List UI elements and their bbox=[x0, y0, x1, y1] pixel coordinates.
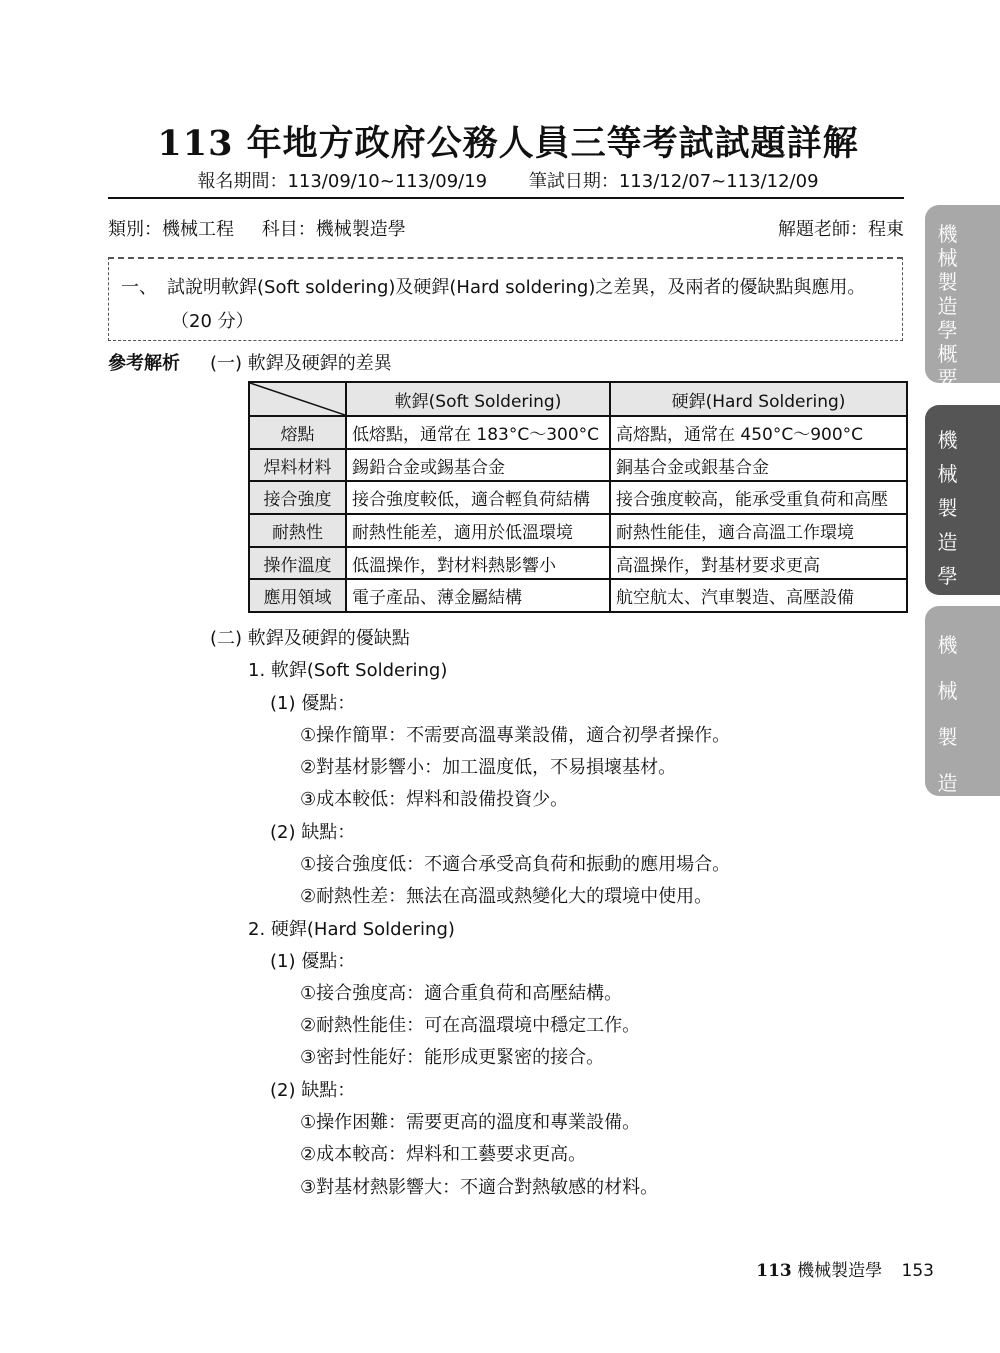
side-tab-machining[interactable]: 機 械 製 造 bbox=[925, 606, 1000, 796]
hard-pros-heading: (1) 優點： bbox=[270, 951, 356, 972]
cell-hard: 航空航太、汽車製造、高壓設備 bbox=[610, 579, 907, 612]
exam-date: 筆試日期：113/12/07~113/12/09 bbox=[528, 171, 819, 192]
table-header-row bbox=[249, 382, 907, 416]
comparison-table bbox=[248, 381, 908, 613]
table-row bbox=[249, 449, 907, 482]
table-row bbox=[249, 514, 907, 547]
cell-hard: 接合強度較高，能承受重負荷和高壓 bbox=[610, 481, 907, 514]
list-item: ①接合強度低：不適合承受高負荷和振動的應用場合。 bbox=[300, 854, 731, 875]
row-label: 耐熱性 bbox=[249, 514, 346, 547]
exam-dates bbox=[108, 167, 908, 193]
column-header-soft: 軟銲(Soft Soldering) bbox=[346, 382, 610, 416]
registration-period: 報名期間：113/09/10~113/09/19 bbox=[197, 171, 488, 192]
section-heading-1: (一) 軟銲及硬銲的差異 bbox=[210, 353, 392, 374]
row-label: 熔點 bbox=[249, 416, 346, 449]
soft-pros-heading: (1) 優點： bbox=[270, 693, 356, 714]
footer-subject: 機械製造學 bbox=[797, 1261, 883, 1281]
column-header-hard: 硬銲(Hard Soldering) bbox=[610, 382, 907, 416]
page-footer bbox=[756, 1256, 934, 1281]
cell-hard: 耐熱性能佳，適合高溫工作環境 bbox=[610, 514, 907, 547]
subject: 科目：機械製造學 bbox=[261, 219, 406, 240]
question-text: 試說明軟銲(Soft soldering)及硬銲(Hard soldering)之差異，及兩者的優缺點與應用。 bbox=[167, 277, 866, 298]
hard-heading: 2. 硬銲(Hard Soldering) bbox=[248, 919, 455, 940]
soft-cons-heading: (2) 缺點： bbox=[270, 822, 356, 843]
cell-hard: 銅基合金或銀基合金 bbox=[610, 449, 907, 482]
footer-year: 113 bbox=[756, 1261, 792, 1281]
section-heading-2: (二) 軟銲及硬銲的優缺點 bbox=[210, 628, 410, 649]
row-label: 接合強度 bbox=[249, 481, 346, 514]
list-item: ②成本較高：焊料和工藝要求更高。 bbox=[300, 1144, 587, 1165]
teacher: 解題老師：程東 bbox=[778, 219, 904, 240]
header-rule bbox=[108, 197, 904, 199]
list-item: ③對基材熱影響大：不適合對熱敏感的材料。 bbox=[300, 1177, 659, 1198]
list-item: ②耐熱性差：無法在高溫或熱變化大的環境中使用。 bbox=[300, 886, 713, 907]
cell-soft: 低熔點，通常在 183°C～300°C bbox=[346, 416, 610, 449]
table-row bbox=[249, 547, 907, 580]
list-item: ②對基材影響小：加工溫度低，不易損壞基材。 bbox=[300, 757, 677, 778]
soft-heading: 1. 軟銲(Soft Soldering) bbox=[248, 660, 448, 681]
cell-soft: 接合強度較低，適合輕負荷結構 bbox=[346, 481, 610, 514]
question-box bbox=[108, 257, 903, 341]
table-corner-cell bbox=[249, 382, 346, 416]
list-item: ②耐熱性能佳：可在高溫環境中穩定工作。 bbox=[300, 1015, 641, 1036]
list-item: ①操作困難：需要更高的溫度和專業設備。 bbox=[300, 1112, 641, 1133]
category: 類別：機械工程 bbox=[108, 219, 234, 240]
list-item: ③密封性能好：能形成更緊密的接合。 bbox=[300, 1047, 605, 1068]
cell-hard: 高溫操作，對基材要求更高 bbox=[610, 547, 907, 580]
side-tab-overview[interactable]: 機 械 製 造 學 概 要 bbox=[925, 205, 1000, 383]
cell-hard: 高熔點，通常在 450°C～900°C bbox=[610, 416, 907, 449]
side-tab-manufacturing[interactable]: 機 械 製 造 學 bbox=[925, 405, 1000, 595]
list-item: ①操作簡單：不需要高溫專業設備，適合初學者操作。 bbox=[300, 725, 731, 746]
cell-soft: 錫鉛合金或錫基合金 bbox=[346, 449, 610, 482]
cell-soft: 電子產品、薄金屬結構 bbox=[346, 579, 610, 612]
answer-label: 參考解析 bbox=[108, 353, 180, 374]
row-label: 應用領域 bbox=[249, 579, 346, 612]
list-item: ③成本較低：焊料和設備投資少。 bbox=[300, 789, 569, 810]
table-row bbox=[249, 416, 907, 449]
cell-soft: 耐熱性能差，適用於低溫環境 bbox=[346, 514, 610, 547]
row-label: 焊料材料 bbox=[249, 449, 346, 482]
hard-cons-heading: (2) 缺點： bbox=[270, 1080, 356, 1101]
question-score: （20 分） bbox=[171, 311, 254, 332]
row-label: 操作溫度 bbox=[249, 547, 346, 580]
page-number: 153 bbox=[901, 1261, 934, 1281]
diagonal-line bbox=[250, 383, 345, 415]
question-number: 一、 bbox=[121, 277, 157, 298]
table-row bbox=[249, 481, 907, 514]
list-item: ①接合強度高：適合重負荷和高壓結構。 bbox=[300, 983, 623, 1004]
table-row bbox=[249, 579, 907, 612]
cell-soft: 低溫操作，對材料熱影響小 bbox=[346, 547, 610, 580]
page-title: 113 年地方政府公務人員三等考試試題詳解 bbox=[157, 123, 859, 164]
exam-meta bbox=[108, 215, 406, 241]
